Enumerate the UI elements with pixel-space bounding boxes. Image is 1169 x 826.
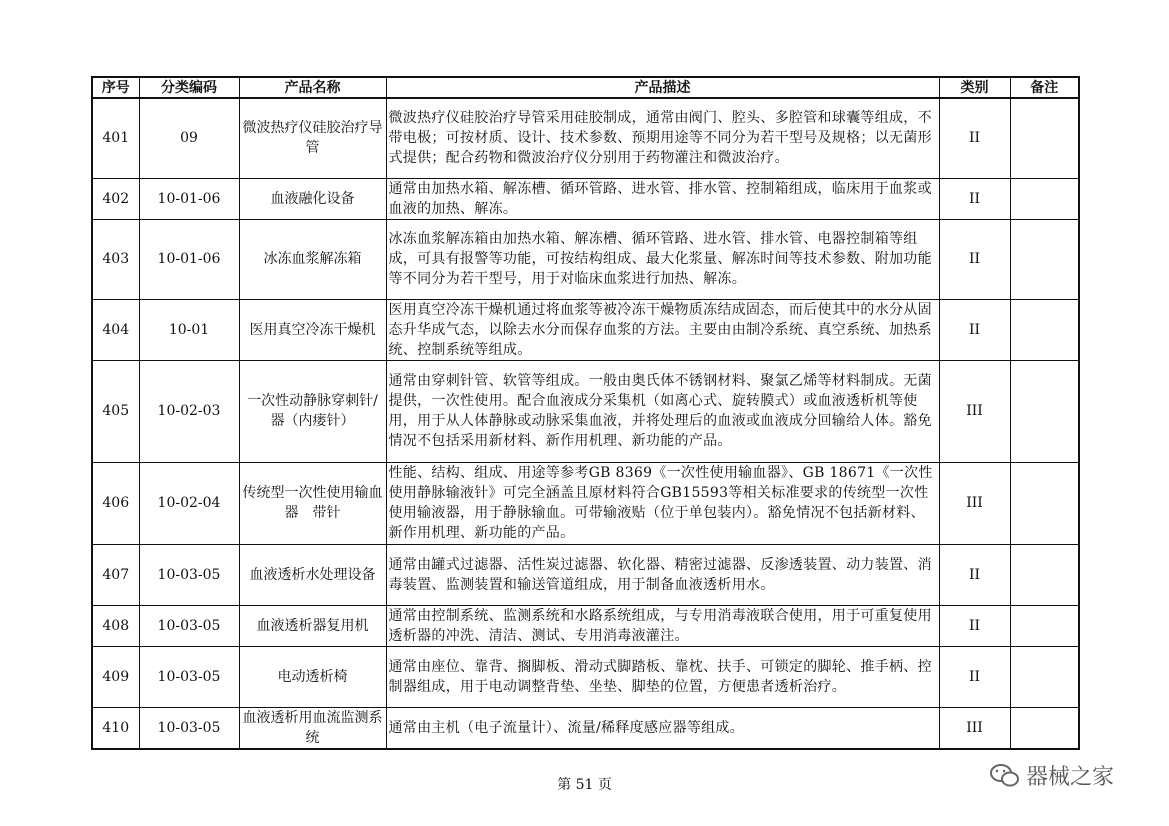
- table-row: [92, 98, 1079, 178]
- cell-name: 冰冻血浆解冻箱: [239, 219, 386, 299]
- cell-desc: 通常由控制系统、监测系统和水路系统组成，与专用消毒液联合使用，用于可重复使用透析器的冲洗、清洁、测试、专用消毒液灌注。: [386, 605, 939, 646]
- cell-class: II: [939, 219, 1010, 299]
- cell-class: III: [939, 707, 1010, 749]
- cell-code: 10-02-04: [139, 462, 239, 544]
- header-desc: 产品描述: [386, 77, 939, 98]
- cell-note: [1010, 707, 1079, 749]
- cell-no: 404: [92, 299, 139, 360]
- cell-name: 一次性动静脉穿刺针/器（内瘘针）: [239, 360, 386, 462]
- cell-code: 10-01: [139, 299, 239, 360]
- cell-no: 405: [92, 360, 139, 462]
- cell-desc: 医用真空冷冻干燥机通过将血浆等被冷冻干燥物质冻结成固态，而后使其中的水分从固态升华成气态，以除去水分而保存血浆的方法。主要由由制冷系统、真空系统、加热系统、控制系统等组成。: [386, 299, 939, 360]
- cell-note: [1010, 360, 1079, 462]
- cell-desc: 冰冻血浆解冻箱由加热水箱、解冻槽、循环管路、进水管、排水管、电器控制箱等组成，可具有报警等功能，可按结构组成、最大化浆量、解冻时间等技术参数、附加功能等不同分为若干型号，用于对临床血浆进行加热、解冻。: [386, 219, 939, 299]
- cell-code: 10-01-06: [139, 219, 239, 299]
- cell-name: 血液透析用血流监测系统: [239, 707, 386, 749]
- cell-desc: 通常由座位、靠背、搁脚板、滑动式脚踏板、靠枕、扶手、可锁定的脚轮、推手柄、控制器组成，用于电动调整背垫、坐垫、脚垫的位置，方便患者透析治疗。: [386, 646, 939, 707]
- cell-note: [1010, 178, 1079, 219]
- cell-no: 401: [92, 98, 139, 178]
- cell-no: 410: [92, 707, 139, 749]
- cell-name: 微波热疗仪硅胶治疗导管: [239, 98, 386, 178]
- cell-note: [1010, 462, 1079, 544]
- header-note: 备注: [1010, 77, 1079, 98]
- cell-name: 血液融化设备: [239, 178, 386, 219]
- cell-class: II: [939, 98, 1010, 178]
- cell-name: 电动透析椅: [239, 646, 386, 707]
- table-row: [92, 299, 1079, 360]
- cell-desc: 微波热疗仪硅胶治疗导管采用硅胶制成，通常由阀门、腔头、多腔管和球囊等组成，不带电极；可按材质、设计、技术参数、预期用途等不同分为若干型号及规格；以无菌形式提供；配合药物和微波治疗仪分别用于药物灌注和微波治疗。: [386, 98, 939, 178]
- cell-no: 408: [92, 605, 139, 646]
- cell-no: 409: [92, 646, 139, 707]
- cell-note: [1010, 646, 1079, 707]
- header-code: 分类编码: [139, 77, 239, 98]
- table-row: [92, 707, 1079, 749]
- page-number: 第 51 页: [557, 777, 612, 793]
- header-name: 产品名称: [239, 77, 386, 98]
- cell-no: 403: [92, 219, 139, 299]
- cell-code: 10-03-05: [139, 544, 239, 605]
- header-no: 序号: [92, 77, 139, 98]
- cell-class: III: [939, 462, 1010, 544]
- cell-code: 10-03-05: [139, 707, 239, 749]
- wechat-icon: [990, 763, 1020, 789]
- cell-class: II: [939, 646, 1010, 707]
- cell-desc: 通常由主机（电子流量计）、流量/稀释度感应器等组成。: [386, 707, 939, 749]
- watermark-text: 器械之家: [1026, 765, 1115, 790]
- header-class: 类别: [939, 77, 1010, 98]
- cell-note: [1010, 544, 1079, 605]
- cell-no: 402: [92, 178, 139, 219]
- cell-no: 407: [92, 544, 139, 605]
- cell-class: II: [939, 178, 1010, 219]
- cell-note: [1010, 299, 1079, 360]
- cell-note: [1010, 605, 1079, 646]
- table-row: [92, 219, 1079, 299]
- cell-class: II: [939, 299, 1010, 360]
- cell-desc: 性能、结构、组成、用途等参考GB 8369《一次性使用输血器》、GB 18671《一次性使用静脉输液针》可完全涵盖且原材料符合GB15593等相关标准要求的传统型一次性使用输液器，用于静脉输血。可带输液贴（位于单包装内）。豁免情况不包括新材料、新作用机理、新功能的产品。: [386, 462, 939, 544]
- cell-class: III: [939, 360, 1010, 462]
- cell-class: II: [939, 605, 1010, 646]
- table-row: [92, 544, 1079, 605]
- cell-code: 10-03-05: [139, 646, 239, 707]
- product-table: [91, 76, 1080, 750]
- table-row: [92, 462, 1079, 544]
- cell-name: 传统型一次性使用输血器 带针: [239, 462, 386, 544]
- cell-code: 09: [139, 98, 239, 178]
- cell-name: 医用真空冷冻干燥机: [239, 299, 386, 360]
- cell-code: 10-02-03: [139, 360, 239, 462]
- cell-name: 血液透析水处理设备: [239, 544, 386, 605]
- cell-code: 10-01-06: [139, 178, 239, 219]
- watermark: [990, 760, 1114, 791]
- cell-class: II: [939, 544, 1010, 605]
- table-row: [92, 646, 1079, 707]
- table-row: [92, 360, 1079, 462]
- cell-code: 10-03-05: [139, 605, 239, 646]
- cell-note: [1010, 219, 1079, 299]
- cell-no: 406: [92, 462, 139, 544]
- cell-desc: 通常由加热水箱、解冻槽、循环管路、进水管、排水管、控制箱组成，临床用于血浆或血液的加热、解冻。: [386, 178, 939, 219]
- table-header: [92, 77, 1079, 98]
- cell-note: [1010, 98, 1079, 178]
- table-row: [92, 178, 1079, 219]
- cell-desc: 通常由罐式过滤器、活性炭过滤器、软化器、精密过滤器、反渗透装置、动力装置、消毒装置、监测装置和输送管道组成，用于制备血液透析用水。: [386, 544, 939, 605]
- table-row: [92, 605, 1079, 646]
- cell-desc: 通常由穿刺针管、软管等组成。一般由奥氏体不锈钢材料、聚氯乙烯等材料制成。无菌提供，一次性使用。配合血液成分采集机（如离心式、旋转膜式）或血液透析机等使用，用于从人体静脉或动脉采集血液，并将处理后的血液或血液成分回输给人体。豁免情况不包括采用新材料、新作用机理、新功能的产品。: [386, 360, 939, 462]
- cell-name: 血液透析器复用机: [239, 605, 386, 646]
